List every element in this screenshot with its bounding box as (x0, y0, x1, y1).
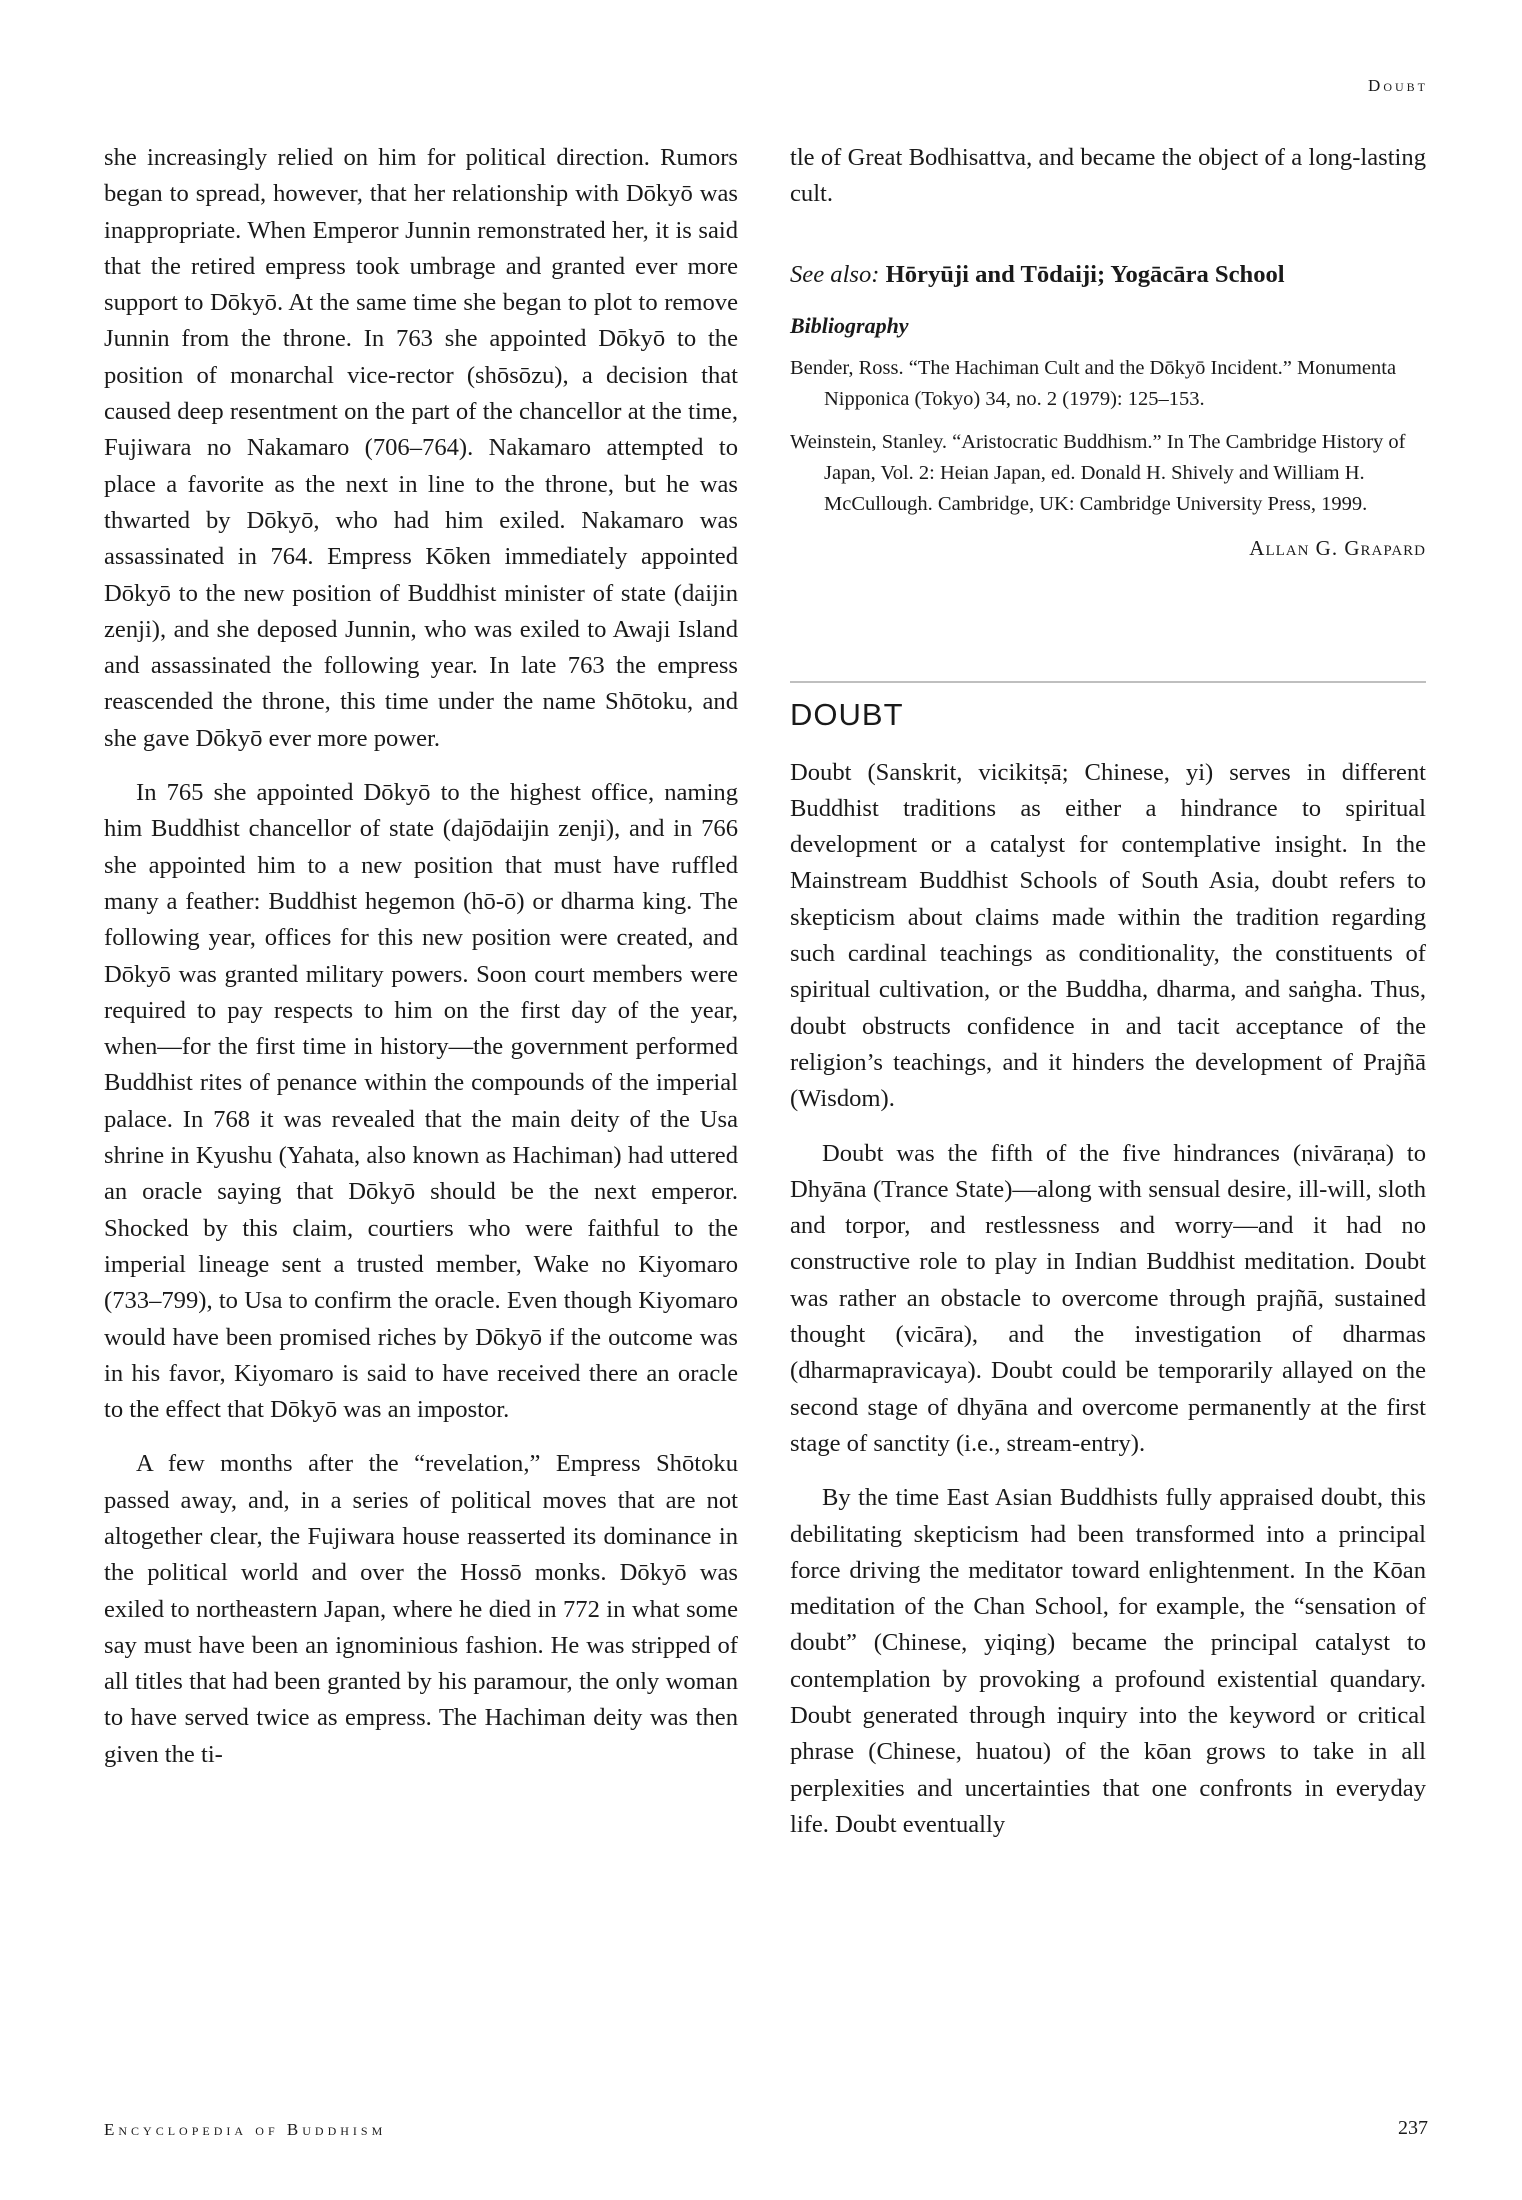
paragraph: By the time East Asian Buddhists fully appraised doubt, this debilitating skepticism had been transformed into a principal force driving the meditator toward enlightenment. In the Kōan meditation of the Chan School, for example, the “sensation of doubt” (Chinese, yiqing) became the principal catalyst to contemplation by provoking a profound existential quandary. Doubt generated through inquiry into the keyword or critical phrase (Chinese, huatou) of the kōan grows to take in all perplexities and uncertainties that one confronts in everyday life. Doubt eventually (790, 1484, 1426, 1838)
right-column (790, 140, 1426, 1861)
bibliography-entry: Weinstein, Stanley. “Aristocratic Buddhism.” In The Cambridge History of Japan, Vol. 2: Heian Japan, ed. Donald H. Shively and William H. McCullough. Cambridge, UK: Cambridge University Press, 1999. (790, 430, 1406, 515)
section-divider (790, 681, 1426, 683)
running-head: Doubt (1368, 76, 1428, 95)
see-also-links[interactable]: Hōryūji and Tōdaiji; Yogācāra School (885, 260, 1285, 288)
bibliography-heading: Bibliography (790, 312, 909, 338)
paragraph: she increasingly relied on him for political direction. Rumors began to spread, however, that her relationship with Dōkyō was inappropriate. When Emperor Junnin remonstrated her, it is said that the retired empress took umbrage and granted ever more support to Dōkyō. At the same time she began to plot to remove Junnin from the throne. In 763 she appointed Dōkyō to the position of monarchal vice-rector (shōsōzu), a decision that caused deep resentment on the part of the chancellor at the time, Fujiwara no Nakamaro (706–764). Nakamaro attempted to place a favorite as the next in line to the throne, but he was thwarted by Dōkyō, who had him exiled. Nakamaro was assassinated in 764. Empress Kōken immediately appointed Dōkyō to the new position of Buddhist minister of state (daijin zenji), and she deposed Junnin, who was exiled to Awaji Island and assassinated the following year. In late 763 the empress reascended the throne, this time under the name Shōtoku, and she gave Dōkyō ever more power. (104, 144, 738, 752)
page-number: 237 (1398, 2117, 1428, 2139)
entry-title: DOUBT (790, 696, 904, 732)
see-also (790, 257, 1426, 293)
paragraph: In 765 she appointed Dōkyō to the highest office, naming him Buddhist chancellor of state (dajōdaijin zenji), and in 766 she appointed him to a new position that must have ruffled many a feather: Buddhist hegemon (hō-ō) or dharma king. The following year, offices for this new position were created, and Dōkyō was granted military powers. Soon court members were required to pay respects to him on the first day of the year, when—for the first time in history—the government performed Buddhist rites of penance within the compounds of the imperial palace. In 768 it was revealed that the main deity of the Usa shrine in Kyushu (Yahata, also known as Hachiman) had uttered an oracle saying that Dōkyō should be the next emperor. Shocked by this claim, courtiers who were faithful to the imperial lineage sent a trusted member, Wake no Kiyomaro (733–799), to Usa to confirm the oracle. Even though Kiyomaro would have been promised riches by Dōkyō if the outcome was in his favor, Kiyomaro is said to have received there an oracle to the effect that Dōkyō was an impostor. (104, 779, 738, 1424)
footer-book-title: Encyclopedia of Buddhism (104, 2120, 387, 2139)
author-signature: Allan G. Grapard (1249, 535, 1426, 560)
paragraph: tle of Great Bodhisattva, and became the object of a long-lasting cult. (790, 144, 1426, 208)
see-also-label: See also: (790, 260, 880, 288)
paragraph: Doubt was the fifth of the five hindrances (nivāraṇa) to Dhyāna (Trance State)—along with sensual desire, ill-will, sloth and torpor, and restlessness and worry—and it had no constructive role to play in Indian Buddhist meditation. Doubt was rather an obstacle to overcome through prajñā, sustained thought (vicāra), and the investigation of dharmas (dharmapravicaya). Doubt could be temporarily allayed on the second stage of dhyāna and overcome permanently at the first stage of sanctity (i.e., stream-entry). (790, 1139, 1426, 1457)
paragraph: A few months after the “revelation,” Empress Shōtoku passed away, and, in a series of political moves that are not altogether clear, the Fujiwara house reasserted its dominance in the political world and over the Hossō monks. Dōkyō was exiled to northeastern Japan, where he died in 772 in what some say must have been an ignominious fashion. He was stripped of all titles that had been granted by his paramour, the only woman to have served twice as empress. The Hachiman deity was then given the ti- (104, 1450, 738, 1768)
paragraph: Doubt (Sanskrit, vicikitṣā; Chinese, yi) serves in different Buddhist traditions as either a hindrance to spiritual development or a catalyst for contemplative insight. In the Mainstream Buddhist Schools of South Asia, doubt refers to skepticism about claims made within the tradition regarding such cardinal teachings as conditionality, the constituents of spiritual cultivation, or the Buddha, dharma, and saṅgha. Thus, doubt obstructs confidence in and tacit acceptance of the religion’s teachings, and it hinders the development of Prajñā (Wisdom). (790, 758, 1426, 1113)
bibliography-entry: Bender, Ross. “The Hachiman Cult and the Dōkyō Incident.” Monumenta Nipponica (Tokyo) 34, no. 2 (1979): 125–153. (790, 356, 1397, 410)
left-column (104, 140, 738, 1791)
